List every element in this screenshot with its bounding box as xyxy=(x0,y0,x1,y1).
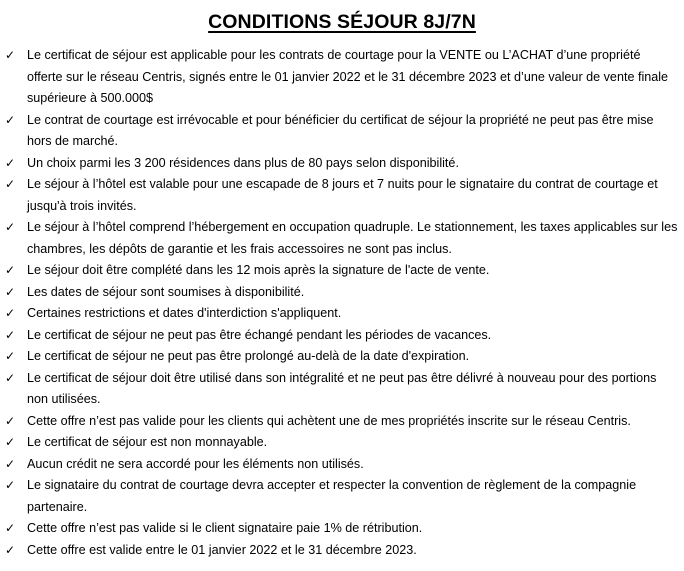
list-item xyxy=(0,475,684,518)
list-item-text: Le certificat de séjour est non monnayable. xyxy=(27,435,268,449)
list-item xyxy=(0,174,684,217)
checkmark-icon: ✓ xyxy=(5,456,16,471)
checkmark-icon: ✓ xyxy=(5,155,16,170)
checkmark-icon: ✓ xyxy=(5,48,16,62)
list-item xyxy=(0,411,684,433)
checkmark-icon: ✓ xyxy=(5,542,16,557)
checkmark-icon: ✓ xyxy=(5,478,16,492)
list-item-text: Cette offre est valide entre le 01 janvier 2022 et le 31 décembre 2023. xyxy=(27,542,417,557)
list-item xyxy=(0,454,684,476)
list-item xyxy=(0,217,684,260)
list-item-text: Cette offre n’est pas valide pour les clients qui achètent une de mes propriétés inscrite sur le réseau Centris. xyxy=(27,413,631,428)
list-item-text: Le certificat de séjour est applicable pour les contrats de courtage pour la VENTE ou L’ACHAT d’une propriété offerte sur le réseau Centris, signés entre le 01 janvier 2022 et le 31 décembre 2023 et d’une valeur de vente finale supérieure à 500.000$ xyxy=(27,48,669,105)
list-item-text: Le signataire du contrat de courtage devra accepter et respecter la convention de règlement de la compagnie partenaire. xyxy=(27,478,637,514)
list-item xyxy=(0,282,684,304)
checkmark-icon: ✓ xyxy=(5,521,16,535)
list-item-text: Certaines restrictions et dates d'interdiction s'appliquent. xyxy=(27,306,342,320)
checkmark-icon: ✓ xyxy=(5,177,16,191)
checkmark-icon: ✓ xyxy=(5,306,16,320)
list-item xyxy=(0,325,684,347)
checkmark-icon: ✓ xyxy=(5,349,16,363)
list-item xyxy=(0,432,684,454)
list-item xyxy=(0,368,684,411)
page-title-text: CONDITIONS SÉJOUR 8J/7N xyxy=(208,11,476,33)
list-item-text: Le certificat de séjour doit être utilisé dans son intégralité et ne peut pas être délivré à nouveau pour des portions non utilisées. xyxy=(27,370,657,406)
list-item-text: Le contrat de courtage est irrévocable et pour bénéficier du certificat de séjour la propriété ne peut pas être mise hors de marché. xyxy=(27,112,654,148)
list-item xyxy=(0,303,684,325)
checkmark-icon: ✓ xyxy=(5,220,16,234)
list-item-text: Aucun crédit ne sera accordé pour les éléments non utilisés. xyxy=(27,456,364,471)
checkmark-icon: ✓ xyxy=(5,413,16,428)
list-item-text: Le séjour à l’hôtel est valable pour une escapade de 8 jours et 7 nuits pour le signataire du contrat de courtage et jusqu'à trois invités. xyxy=(27,177,658,213)
list-item xyxy=(0,540,684,562)
list-item xyxy=(0,153,684,175)
list-item-text: Le séjour à l’hôtel comprend l’hébergement en occupation quadruple. Le stationnement, les taxes applicables sur les chambres, les dépôts de garantie et les frais accessoires ne sont pas inclus. xyxy=(27,220,678,256)
checkmark-icon: ✓ xyxy=(5,263,16,277)
list-item-text: Les dates de séjour sont soumises à disponibilité. xyxy=(27,284,305,299)
list-item xyxy=(0,260,684,282)
list-item xyxy=(0,346,684,368)
page-title xyxy=(0,9,684,35)
checkmark-icon: ✓ xyxy=(5,435,16,449)
list-item xyxy=(0,110,684,153)
checkmark-icon: ✓ xyxy=(5,370,16,385)
checkmark-icon: ✓ xyxy=(5,112,16,127)
list-item-text: Le certificat de séjour ne peut pas être échangé pendant les périodes de vacances. xyxy=(27,327,492,342)
checkmark-icon: ✓ xyxy=(5,327,16,342)
list-item-text: Le certificat de séjour ne peut pas être prolongé au-delà de la date d'expiration. xyxy=(27,349,470,363)
list-item xyxy=(0,45,684,110)
list-item-text: Cette offre n’est pas valide si le client signataire paie 1% de rétribution. xyxy=(27,521,423,535)
list-item xyxy=(0,518,684,540)
list-item-text: Le séjour doit être complété dans les 12 mois après la signature de l'acte de vente. xyxy=(27,263,490,277)
list-item-text: Un choix parmi les 3 200 résidences dans plus de 80 pays selon disponibilité. xyxy=(27,155,459,170)
checkmark-icon: ✓ xyxy=(5,284,16,299)
conditions-list xyxy=(0,45,684,561)
